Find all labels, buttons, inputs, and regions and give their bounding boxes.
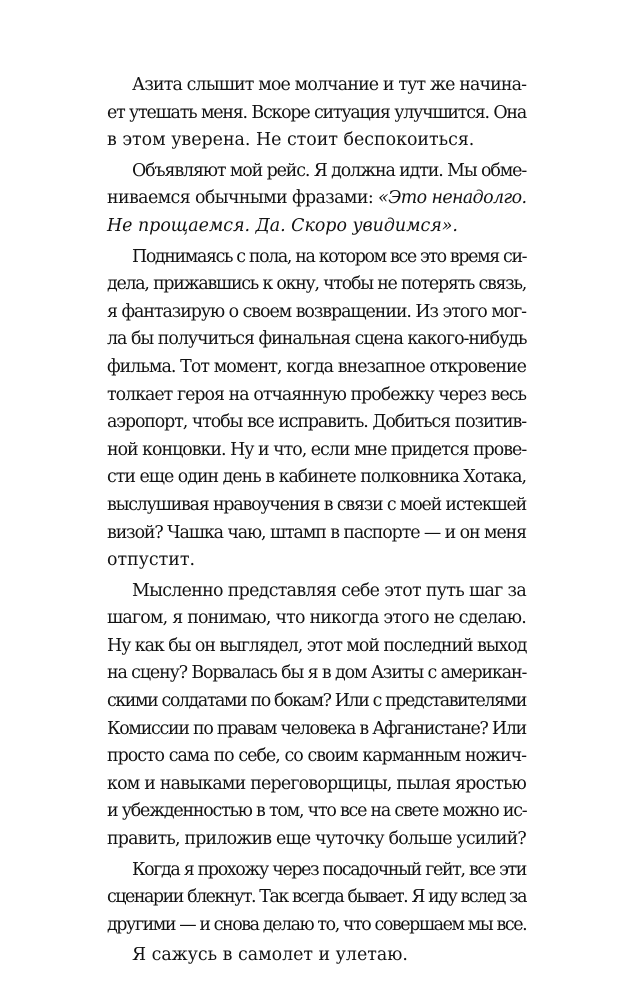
text-line: Я сажусь в самолет и улетаю.: [132, 945, 408, 966]
text-line: Объявляют мой рейс. Я должна идти. Мы обме-: [132, 160, 527, 181]
paragraph-4: [107, 578, 526, 854]
paragraph-2: [107, 158, 526, 241]
text-line: Не прощаемся. Да. Скоро увидимся».: [107, 215, 458, 236]
paragraph-3: [107, 244, 526, 575]
text-line: шагом, я понимаю, что никогда этого не сделаю.: [107, 608, 526, 629]
text-line: в этом уверена. Не стоит беспокоиться.: [107, 130, 475, 151]
text-line: визой? Чашка чаю, штамп в паспорте — и он меня: [107, 522, 526, 543]
text-line: дела, прижавшись к окну, чтобы не потерять связь,: [107, 274, 526, 295]
text-line: Ну как бы он выглядел, этот мой последний выход: [107, 635, 527, 656]
text-line: аэропорт, чтобы все исправить. Добиться позитив-: [107, 412, 526, 433]
text-line: просто сама по себе, со своим карманным ножич-: [107, 746, 526, 767]
text-line: ет утешать меня. Вскоре ситуация улучшится. Она: [107, 102, 526, 123]
text-line: Поднимаясь с пола, на котором все это время си-: [132, 246, 527, 267]
text-line: толкает героя на отчаянную пробежку через весь: [107, 384, 526, 405]
text-line: другими — и снова делаю то, что совершаем мы все.: [107, 914, 527, 935]
text-line: Когда я прохожу через посадочный гейт, все эти: [132, 859, 526, 880]
body-text: [107, 72, 526, 970]
text-line: ком и навыками переговорщицы, пылая яростью: [107, 773, 526, 794]
text-line: ла бы получиться финальная сцена какого-нибудь: [107, 329, 527, 350]
text-line: отпустит.: [107, 550, 196, 571]
text-line: Комиссии по правам человека в Афганистане? Или: [107, 718, 526, 739]
quote-segment: «Это ненадолго.: [378, 188, 527, 209]
text-line: на сцену? Ворвалась бы я в дом Азиты с американ-: [107, 663, 527, 684]
text-line: фильма. Тот момент, когда внезапное откровение: [107, 356, 526, 377]
text-segment: ниваемся обычными фразами:: [107, 188, 374, 209]
text-line: и убежденностью в том, что все на свете можно ис-: [107, 801, 527, 822]
text-line: ной концовки. Ну и что, если мне придется прове-: [107, 439, 527, 460]
text-line: сценарии блекнут. Так всегда бывает. Я иду вслед за: [107, 887, 526, 908]
text-line: скими солдатами по бокам? Или с представителями: [107, 691, 526, 712]
text-line-mixed: [107, 185, 526, 213]
paragraph-6: [107, 942, 526, 970]
text-line: Азита слышит мое молчание и тут же начина-: [132, 75, 527, 95]
paragraph-1: [107, 72, 526, 155]
paragraph-5: [107, 857, 526, 940]
text-line: я фантазирую о своем возвращении. Из этого мог-: [107, 301, 526, 322]
text-line: править, приложив еще чуточку больше усилий?: [107, 829, 526, 850]
text-line: выслушивая нравоучения в связи с моей истекшей: [107, 494, 526, 515]
text-line: сти еще один день в кабинете полковника Хотака,: [107, 467, 526, 488]
text-line: Мысленно представляя себе этот путь шаг за: [132, 580, 526, 601]
